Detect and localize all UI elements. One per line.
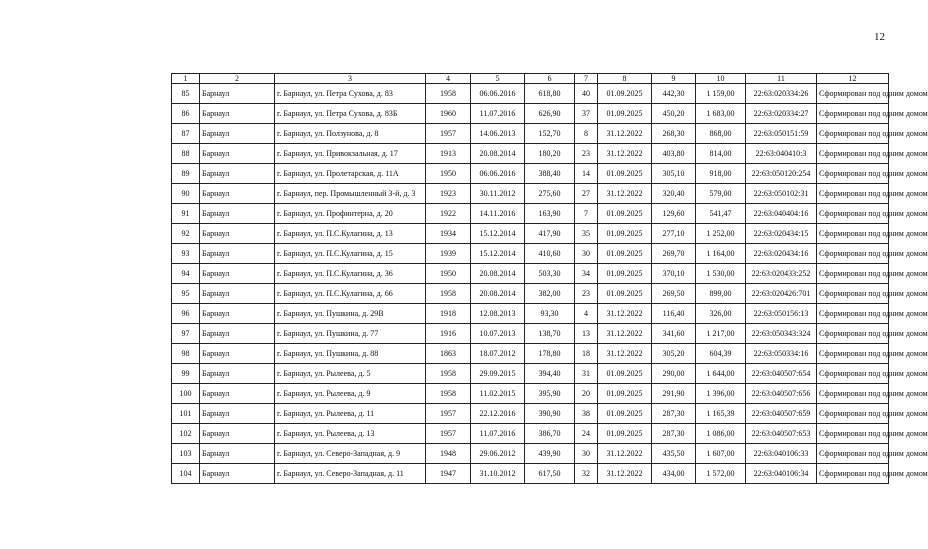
cell-year-built: 1922 xyxy=(426,204,471,224)
cell-area-3: 1 683,00 xyxy=(696,104,746,124)
cell-row-index: 102 xyxy=(172,424,200,444)
cell-deadline: 01.09.2025 xyxy=(598,404,652,424)
cell-deadline: 01.09.2025 xyxy=(598,244,652,264)
cell-area-2: 370,10 xyxy=(652,264,696,284)
cell-address: г. Барнаул, ул. Рылеева, д. 11 xyxy=(275,404,426,424)
cell-residents: 27 xyxy=(575,184,598,204)
cell-date: 11.07.2016 xyxy=(471,424,525,444)
cell-area-2: 129,60 xyxy=(652,204,696,224)
cell-land-status: Сформирован под одним домом xyxy=(817,164,889,184)
cell-area-3: 1 252,00 xyxy=(696,224,746,244)
cell-row-index: 90 xyxy=(172,184,200,204)
cell-date: 31.10.2012 xyxy=(471,464,525,484)
cell-row-index: 93 xyxy=(172,244,200,264)
cell-cadastral-number: 22:63:040507:653 xyxy=(746,424,817,444)
page-number: 12 xyxy=(874,31,885,43)
cell-cadastral-number: 22:63:050343:324 xyxy=(746,324,817,344)
cell-row-index: 88 xyxy=(172,144,200,164)
cell-deadline: 01.09.2025 xyxy=(598,364,652,384)
cell-address: г. Барнаул, ул. Рылеева, д. 13 xyxy=(275,424,426,444)
cell-total-area: 394,40 xyxy=(525,364,575,384)
cell-city: Барнаул xyxy=(200,404,275,424)
cell-residents: 35 xyxy=(575,224,598,244)
cell-residents: 34 xyxy=(575,264,598,284)
cell-row-index: 101 xyxy=(172,404,200,424)
cell-residents: 40 xyxy=(575,84,598,104)
cell-cadastral-number: 22:63:020334:27 xyxy=(746,104,817,124)
cell-row-index: 99 xyxy=(172,364,200,384)
cell-address: г. Барнаул, ул. Профинтерна, д. 20 xyxy=(275,204,426,224)
cell-date: 30.11.2012 xyxy=(471,184,525,204)
cell-cadastral-number: 22:63:040106:34 xyxy=(746,464,817,484)
cell-row-index: 96 xyxy=(172,304,200,324)
cell-deadline: 01.09.2025 xyxy=(598,384,652,404)
table-row xyxy=(172,424,889,444)
cell-residents: 24 xyxy=(575,424,598,444)
cell-year-built: 1958 xyxy=(426,284,471,304)
cell-deadline: 31.12.2022 xyxy=(598,304,652,324)
cell-deadline: 31.12.2022 xyxy=(598,184,652,204)
table-row xyxy=(172,144,889,164)
cell-total-area: 93,30 xyxy=(525,304,575,324)
cell-land-status: Сформирован под одним домом xyxy=(817,124,889,144)
cell-area-2: 450,20 xyxy=(652,104,696,124)
cell-date: 06.06.2016 xyxy=(471,84,525,104)
cell-total-area: 388,40 xyxy=(525,164,575,184)
cell-city: Барнаул xyxy=(200,444,275,464)
housing-registry-table xyxy=(171,73,928,484)
cell-residents: 8 xyxy=(575,124,598,144)
cell-area-2: 269,50 xyxy=(652,284,696,304)
cell-area-3: 814,00 xyxy=(696,144,746,164)
cell-area-2: 341,60 xyxy=(652,324,696,344)
cell-cadastral-number: 22:63:040404:16 xyxy=(746,204,817,224)
table-row xyxy=(172,204,889,224)
cell-land-status: Сформирован под одним домом xyxy=(817,344,889,364)
cell-row-index: 98 xyxy=(172,344,200,364)
column-header-7: 7 xyxy=(575,74,598,84)
cell-year-built: 1916 xyxy=(426,324,471,344)
cell-row-index: 89 xyxy=(172,164,200,184)
cell-date: 10.07.2013 xyxy=(471,324,525,344)
cell-cadastral-number: 22:63:020433:252 xyxy=(746,264,817,284)
cell-area-3: 1 644,00 xyxy=(696,364,746,384)
cell-address: г. Барнаул, ул. Пролетарская, д. 11А xyxy=(275,164,426,184)
table-row xyxy=(172,124,889,144)
cell-row-index: 97 xyxy=(172,324,200,344)
cell-year-built: 1950 xyxy=(426,164,471,184)
cell-residents: 14 xyxy=(575,164,598,184)
cell-land-status: Сформирован под одним домом xyxy=(817,304,889,324)
cell-area-3: 1 217,00 xyxy=(696,324,746,344)
cell-address: г. Барнаул, ул. Рылеева, д. 5 xyxy=(275,364,426,384)
cell-total-area: 417,90 xyxy=(525,224,575,244)
cell-address: г. Барнаул, ул. Петра Сухова, д. 83Б xyxy=(275,104,426,124)
cell-total-area: 439,90 xyxy=(525,444,575,464)
cell-land-status: Сформирован под одним домом xyxy=(817,384,889,404)
cell-year-built: 1958 xyxy=(426,364,471,384)
cell-land-status: Сформирован под одним домом xyxy=(817,424,889,444)
cell-deadline: 31.12.2022 xyxy=(598,144,652,164)
cell-date: 20.08.2014 xyxy=(471,144,525,164)
cell-cadastral-number: 22:63:020426:701 xyxy=(746,284,817,304)
cell-city: Барнаул xyxy=(200,364,275,384)
cell-city: Барнаул xyxy=(200,264,275,284)
cell-deadline: 01.09.2025 xyxy=(598,424,652,444)
cell-date: 06.06.2016 xyxy=(471,164,525,184)
table-row xyxy=(172,364,889,384)
cell-land-status: Сформирован под одним домом xyxy=(817,464,889,484)
cell-residents: 18 xyxy=(575,344,598,364)
cell-area-2: 305,10 xyxy=(652,164,696,184)
cell-residents: 13 xyxy=(575,324,598,344)
cell-area-2: 269,70 xyxy=(652,244,696,264)
cell-address: г. Барнаул, ул. Северо-Западная, д. 11 xyxy=(275,464,426,484)
cell-deadline: 01.09.2025 xyxy=(598,284,652,304)
table-row xyxy=(172,84,889,104)
cell-residents: 20 xyxy=(575,384,598,404)
table-row xyxy=(172,184,889,204)
cell-total-area: 503,30 xyxy=(525,264,575,284)
cell-cadastral-number: 22:63:040106:33 xyxy=(746,444,817,464)
cell-city: Барнаул xyxy=(200,84,275,104)
cell-cadastral-number: 22:63:050334:16 xyxy=(746,344,817,364)
cell-deadline: 31.12.2022 xyxy=(598,344,652,364)
column-header-4: 4 xyxy=(426,74,471,84)
cell-date: 29.09.2015 xyxy=(471,364,525,384)
cell-date: 15.12.2014 xyxy=(471,244,525,264)
cell-date: 18.07.2012 xyxy=(471,344,525,364)
cell-row-index: 104 xyxy=(172,464,200,484)
cell-deadline: 01.09.2025 xyxy=(598,164,652,184)
cell-address: г. Барнаул, ул. Петра Сухова, д. 83 xyxy=(275,84,426,104)
column-header-8: 8 xyxy=(598,74,652,84)
cell-year-built: 1957 xyxy=(426,424,471,444)
cell-area-2: 290,00 xyxy=(652,364,696,384)
cell-area-3: 604,39 xyxy=(696,344,746,364)
cell-land-status: Сформирован под одним домом xyxy=(817,244,889,264)
table-row xyxy=(172,404,889,424)
cell-total-area: 138,70 xyxy=(525,324,575,344)
cell-land-status: Сформирован под одним домом xyxy=(817,204,889,224)
cell-year-built: 1957 xyxy=(426,404,471,424)
cell-residents: 23 xyxy=(575,144,598,164)
table-row xyxy=(172,264,889,284)
cell-row-index: 91 xyxy=(172,204,200,224)
cell-area-2: 442,30 xyxy=(652,84,696,104)
cell-land-status: Сформирован под одним домом xyxy=(817,144,889,164)
cell-land-status: Сформирован под одним домом xyxy=(817,104,889,124)
cell-cadastral-number: 22:63:040507:659 xyxy=(746,404,817,424)
cell-deadline: 31.12.2022 xyxy=(598,324,652,344)
cell-area-2: 277,10 xyxy=(652,224,696,244)
cell-deadline: 31.12.2022 xyxy=(598,464,652,484)
cell-year-built: 1950 xyxy=(426,264,471,284)
cell-total-area: 410,60 xyxy=(525,244,575,264)
cell-residents: 31 xyxy=(575,364,598,384)
cell-area-3: 1 396,00 xyxy=(696,384,746,404)
cell-year-built: 1948 xyxy=(426,444,471,464)
table-row xyxy=(172,304,889,324)
cell-land-status: Сформирован под одним домом xyxy=(817,364,889,384)
cell-area-3: 541,47 xyxy=(696,204,746,224)
cell-residents: 30 xyxy=(575,444,598,464)
cell-total-area: 390,90 xyxy=(525,404,575,424)
cell-city: Барнаул xyxy=(200,144,275,164)
cell-land-status: Сформирован под одним домом xyxy=(817,224,889,244)
cell-date: 22.12.2016 xyxy=(471,404,525,424)
table-row xyxy=(172,464,889,484)
cell-deadline: 01.09.2025 xyxy=(598,224,652,244)
cell-year-built: 1960 xyxy=(426,104,471,124)
cell-total-area: 163,90 xyxy=(525,204,575,224)
cell-area-3: 1 165,39 xyxy=(696,404,746,424)
cell-area-2: 320,40 xyxy=(652,184,696,204)
cell-deadline: 31.12.2022 xyxy=(598,124,652,144)
cell-city: Барнаул xyxy=(200,324,275,344)
cell-city: Барнаул xyxy=(200,304,275,324)
cell-area-2: 434,00 xyxy=(652,464,696,484)
table-row xyxy=(172,104,889,124)
cell-cadastral-number: 22:63:040410:3 xyxy=(746,144,817,164)
cell-row-index: 87 xyxy=(172,124,200,144)
cell-cadastral-number: 22:63:020334:26 xyxy=(746,84,817,104)
column-header-1: 1 xyxy=(172,74,200,84)
cell-date: 14.06.2013 xyxy=(471,124,525,144)
cell-year-built: 1913 xyxy=(426,144,471,164)
cell-area-3: 868,00 xyxy=(696,124,746,144)
cell-cadastral-number: 22:63:050156:13 xyxy=(746,304,817,324)
cell-deadline: 01.09.2025 xyxy=(598,264,652,284)
cell-area-2: 403,80 xyxy=(652,144,696,164)
cell-total-area: 386,70 xyxy=(525,424,575,444)
cell-row-index: 103 xyxy=(172,444,200,464)
cell-total-area: 178,80 xyxy=(525,344,575,364)
cell-area-2: 287,30 xyxy=(652,404,696,424)
column-number-row xyxy=(172,74,889,84)
cell-address: г. Барнаул, ул. П.С.Кулагина, д. 66 xyxy=(275,284,426,304)
cell-area-3: 1 159,00 xyxy=(696,84,746,104)
cell-year-built: 1918 xyxy=(426,304,471,324)
table-row xyxy=(172,244,889,264)
cell-area-3: 1 164,00 xyxy=(696,244,746,264)
cell-city: Барнаул xyxy=(200,344,275,364)
cell-area-3: 899,00 xyxy=(696,284,746,304)
cell-total-area: 395,90 xyxy=(525,384,575,404)
cell-city: Барнаул xyxy=(200,244,275,264)
cell-area-3: 579,00 xyxy=(696,184,746,204)
cell-year-built: 1934 xyxy=(426,224,471,244)
cell-cadastral-number: 22:63:040507:654 xyxy=(746,364,817,384)
cell-cadastral-number: 22:63:050120:254 xyxy=(746,164,817,184)
table-row xyxy=(172,224,889,244)
cell-city: Барнаул xyxy=(200,224,275,244)
cell-city: Барнаул xyxy=(200,164,275,184)
cell-cadastral-number: 22:63:020434:15 xyxy=(746,224,817,244)
cell-residents: 23 xyxy=(575,284,598,304)
cell-total-area: 180,20 xyxy=(525,144,575,164)
cell-city: Барнаул xyxy=(200,124,275,144)
cell-area-3: 326,00 xyxy=(696,304,746,324)
cell-residents: 4 xyxy=(575,304,598,324)
cell-year-built: 1947 xyxy=(426,464,471,484)
cell-area-2: 305,20 xyxy=(652,344,696,364)
column-header-6: 6 xyxy=(525,74,575,84)
cell-residents: 37 xyxy=(575,104,598,124)
cell-address: г. Барнаул, ул. П.С.Кулагина, д. 36 xyxy=(275,264,426,284)
column-header-9: 9 xyxy=(652,74,696,84)
cell-year-built: 1957 xyxy=(426,124,471,144)
column-header-3: 3 xyxy=(275,74,426,84)
cell-address: г. Барнаул, пер. Промышленный 3-й, д. 3 xyxy=(275,184,426,204)
cell-deadline: 31.12.2022 xyxy=(598,444,652,464)
cell-city: Барнаул xyxy=(200,184,275,204)
cell-residents: 38 xyxy=(575,404,598,424)
cell-address: г. Барнаул, ул. П.С.Кулагина, д. 13 xyxy=(275,224,426,244)
table-row xyxy=(172,444,889,464)
cell-area-2: 268,30 xyxy=(652,124,696,144)
column-header-12: 12 xyxy=(817,74,889,84)
table-row xyxy=(172,344,889,364)
cell-area-3: 1 530,00 xyxy=(696,264,746,284)
cell-residents: 7 xyxy=(575,204,598,224)
cell-residents: 32 xyxy=(575,464,598,484)
cell-year-built: 1939 xyxy=(426,244,471,264)
cell-land-status: Сформирован под одним домом xyxy=(817,264,889,284)
cell-deadline: 01.09.2025 xyxy=(598,104,652,124)
cell-city: Барнаул xyxy=(200,384,275,404)
cell-area-3: 918,00 xyxy=(696,164,746,184)
cell-land-status: Сформирован под одним домом xyxy=(817,284,889,304)
table-row xyxy=(172,164,889,184)
cell-address: г. Барнаул, ул. Пушкина, д. 77 xyxy=(275,324,426,344)
cell-total-area: 617,50 xyxy=(525,464,575,484)
cell-total-area: 275,60 xyxy=(525,184,575,204)
cell-year-built: 1958 xyxy=(426,384,471,404)
cell-address: г. Барнаул, ул. Привокзальная, д. 17 xyxy=(275,144,426,164)
cell-address: г. Барнаул, ул. Пушкина, д. 29В xyxy=(275,304,426,324)
cell-date: 15.12.2014 xyxy=(471,224,525,244)
cell-date: 20.08.2014 xyxy=(471,284,525,304)
cell-address: г. Барнаул, ул. Ползунова, д. 8 xyxy=(275,124,426,144)
cell-row-index: 100 xyxy=(172,384,200,404)
cell-deadline: 01.09.2025 xyxy=(598,204,652,224)
cell-area-2: 287,30 xyxy=(652,424,696,444)
cell-land-status: Сформирован под одним домом xyxy=(817,84,889,104)
cell-area-3: 1 607,00 xyxy=(696,444,746,464)
cell-cadastral-number: 22:63:040507:656 xyxy=(746,384,817,404)
cell-area-2: 435,50 xyxy=(652,444,696,464)
cell-cadastral-number: 22:63:020434:16 xyxy=(746,244,817,264)
cell-city: Барнаул xyxy=(200,284,275,304)
cell-land-status: Сформирован под одним домом xyxy=(817,444,889,464)
cell-address: г. Барнаул, ул. П.С.Кулагина, д. 15 xyxy=(275,244,426,264)
column-header-2: 2 xyxy=(200,74,275,84)
cell-date: 14.11.2016 xyxy=(471,204,525,224)
cell-total-area: 382,00 xyxy=(525,284,575,304)
cell-row-index: 94 xyxy=(172,264,200,284)
column-header-5: 5 xyxy=(471,74,525,84)
cell-land-status: Сформирован под одним домом xyxy=(817,324,889,344)
column-header-11: 11 xyxy=(746,74,817,84)
cell-address: г. Барнаул, ул. Северо-Западная, д. 9 xyxy=(275,444,426,464)
cell-year-built: 1863 xyxy=(426,344,471,364)
column-header-10: 10 xyxy=(696,74,746,84)
cell-date: 11.07.2016 xyxy=(471,104,525,124)
cell-residents: 30 xyxy=(575,244,598,264)
cell-total-area: 152,70 xyxy=(525,124,575,144)
cell-city: Барнаул xyxy=(200,204,275,224)
cell-cadastral-number: 22:63:050102:31 xyxy=(746,184,817,204)
cell-city: Барнаул xyxy=(200,424,275,444)
table-row xyxy=(172,324,889,344)
table-row xyxy=(172,284,889,304)
cell-year-built: 1923 xyxy=(426,184,471,204)
cell-date: 12.08.2013 xyxy=(471,304,525,324)
cell-land-status: Сформирован под одним домом xyxy=(817,404,889,424)
cell-row-index: 86 xyxy=(172,104,200,124)
cell-address: г. Барнаул, ул. Рылеева, д. 9 xyxy=(275,384,426,404)
cell-city: Барнаул xyxy=(200,464,275,484)
cell-area-2: 116,40 xyxy=(652,304,696,324)
cell-area-3: 1 086,00 xyxy=(696,424,746,444)
cell-area-2: 291,90 xyxy=(652,384,696,404)
cell-total-area: 626,90 xyxy=(525,104,575,124)
cell-address: г. Барнаул, ул. Пушкина, д. 88 xyxy=(275,344,426,364)
cell-area-3: 1 572,00 xyxy=(696,464,746,484)
cell-row-index: 95 xyxy=(172,284,200,304)
cell-cadastral-number: 22:63:050151:59 xyxy=(746,124,817,144)
cell-date: 20.08.2014 xyxy=(471,264,525,284)
cell-row-index: 85 xyxy=(172,84,200,104)
cell-deadline: 01.09.2025 xyxy=(598,84,652,104)
table-row xyxy=(172,384,889,404)
cell-year-built: 1958 xyxy=(426,84,471,104)
cell-city: Барнаул xyxy=(200,104,275,124)
cell-total-area: 618,80 xyxy=(525,84,575,104)
cell-date: 11.02.2015 xyxy=(471,384,525,404)
cell-date: 29.06.2012 xyxy=(471,444,525,464)
cell-land-status: Сформирован под одним домом xyxy=(817,184,889,204)
cell-row-index: 92 xyxy=(172,224,200,244)
